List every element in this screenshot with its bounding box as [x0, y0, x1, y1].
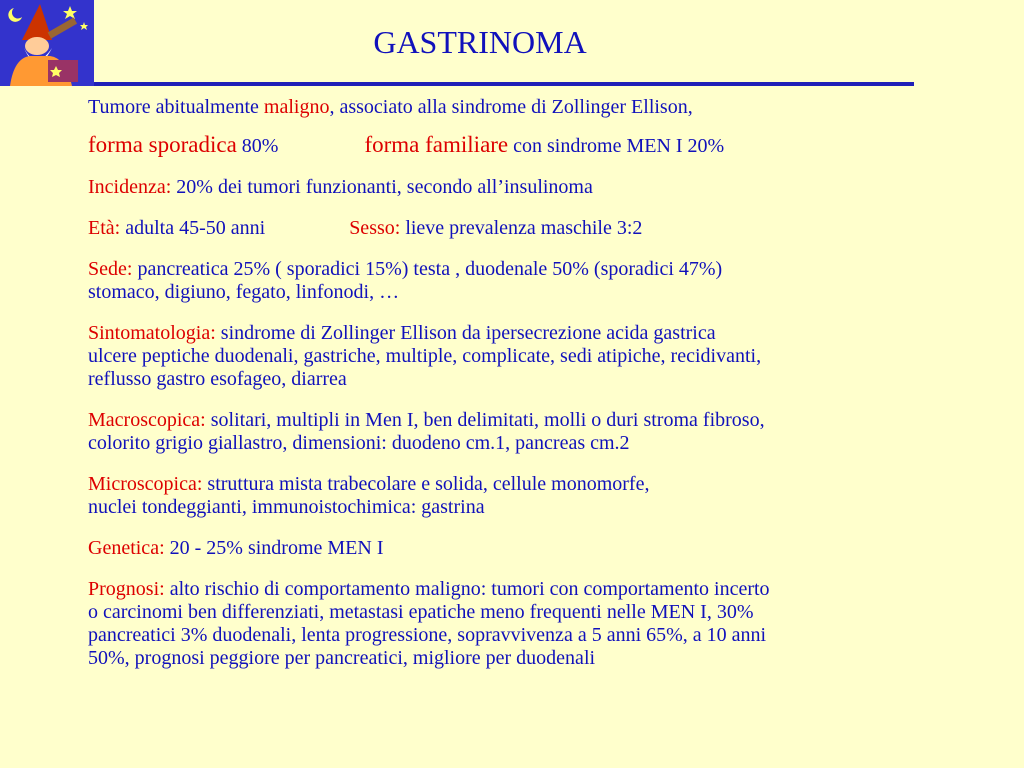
microscopica-value-2: nuclei tondeggianti, immunoistochimica: gastrina [88, 496, 485, 518]
prognosi-value-2: o carcinomi ben differenziati, metastasi epatiche meno frequenti nelle MEN I, 30% [88, 601, 754, 623]
sede-value-1: pancreatica 25% ( sporadici 15%) testa , duodenale 50% (sporadici 47%) [132, 258, 723, 280]
microscopica-label: Microscopica: [88, 473, 203, 495]
title-underline [94, 82, 914, 86]
microscopica-paragraph [88, 473, 988, 519]
forma-sporadica-label: forma sporadica [88, 132, 237, 157]
forma-paragraph [88, 133, 988, 158]
prognosi-value-1: alto rischio di comportamento maligno: tumori con comportamento incerto [164, 578, 770, 600]
prognosi-value-4: 50%, prognosi peggiore per pancreatici, migliore per duodenali [88, 647, 596, 669]
title-text: GASTRINOMA [373, 24, 587, 60]
incidenza-value: 20% dei tumori funzionanti, secondo all’insulinoma [171, 176, 593, 198]
sintomatologia-label: Sintomatologia: [88, 322, 216, 344]
forma-familiare-value: con sindrome MEN I 20% [508, 135, 725, 157]
prognosi-value-3: pancreatici 3% duodenali, lenta progressione, sopravvivenza a 5 anni 65%, a 10 anni [88, 624, 767, 646]
eta-label: Età: [88, 217, 121, 239]
prognosi-label: Prognosi: [88, 578, 165, 600]
sintomatologia-value-3: reflusso gastro esofageo, diarrea [88, 368, 347, 390]
incidenza-label: Incidenza: [88, 176, 172, 198]
genetica-label: Genetica: [88, 537, 165, 559]
slide-body [88, 96, 988, 688]
eta-sesso-paragraph [88, 217, 988, 240]
sintomatologia-paragraph [88, 322, 988, 391]
intro-text-c: , associato alla sindrome di Zollinger Ellison, [329, 96, 693, 118]
sede-paragraph [88, 258, 988, 304]
prognosi-paragraph [88, 578, 988, 670]
sesso-label: Sesso: [349, 217, 401, 239]
microscopica-value-1: struttura mista trabecolare e solida, cellule monomorfe, [202, 473, 650, 495]
macroscopica-value-1: solitari, multipli in Men I, ben delimitati, molli o duri stroma fibroso, [205, 409, 765, 431]
genetica-value: 20 - 25% sindrome MEN I [164, 537, 384, 559]
eta-value: adulta 45-50 anni [120, 217, 266, 239]
genetica-paragraph [88, 537, 988, 560]
sede-label: Sede: [88, 258, 133, 280]
forma-sporadica-value: 80% [236, 135, 279, 157]
sesso-value: lieve prevalenza maschile 3:2 [400, 217, 643, 239]
sede-value-2: stomaco, digiuno, fegato, linfonodi, … [88, 281, 400, 303]
macroscopica-label: Macroscopica: [88, 409, 206, 431]
intro-paragraph [88, 96, 988, 119]
intro-highlight: maligno [263, 96, 330, 118]
forma-familiare-label: forma familiare [364, 132, 509, 157]
macroscopica-value-2: colorito grigio giallastro, dimensioni: duodeno cm.1, pancreas cm.2 [88, 432, 630, 454]
page-title [0, 24, 960, 61]
sintomatologia-value-2: ulcere peptiche duodenali, gastriche, multiple, complicate, sedi atipiche, recidivanti, [88, 345, 762, 367]
intro-text-a: Tumore abitualmente [88, 96, 264, 118]
sintomatologia-value-1: sindrome di Zollinger Ellison da ipersecrezione acida gastrica [215, 322, 716, 344]
macroscopica-paragraph [88, 409, 988, 455]
incidenza-paragraph [88, 176, 988, 199]
